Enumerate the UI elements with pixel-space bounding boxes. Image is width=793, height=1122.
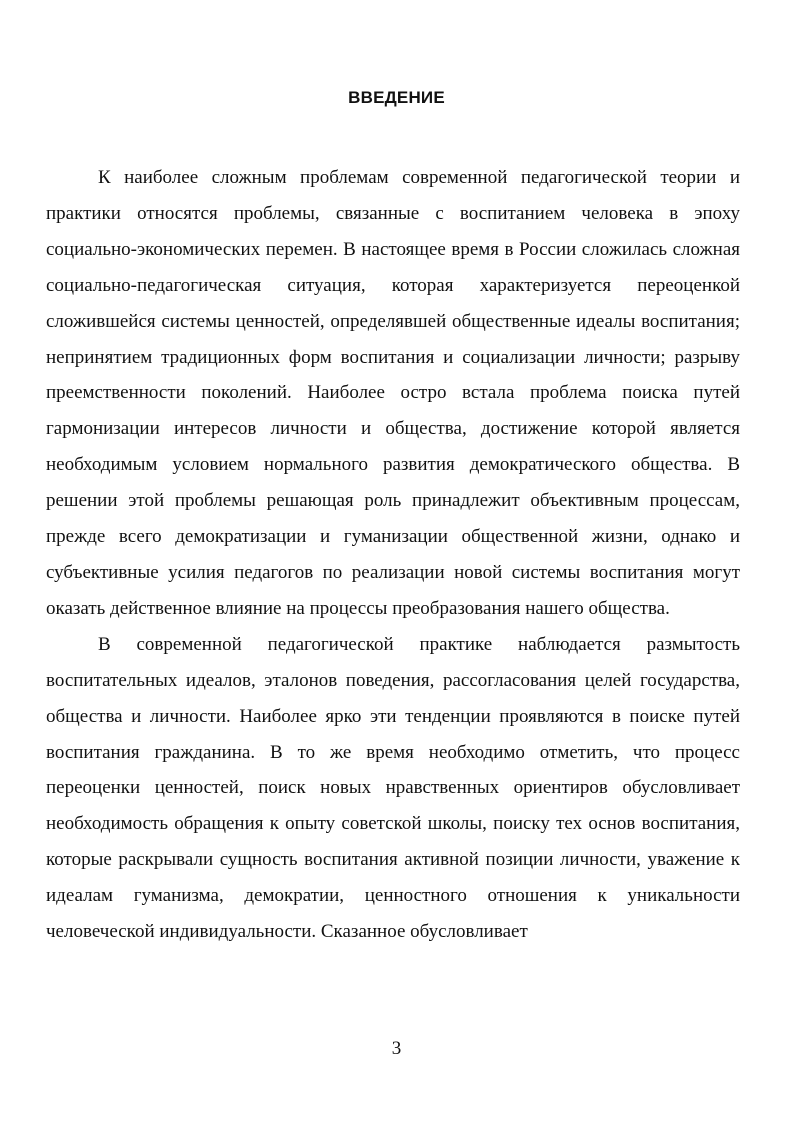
paragraph-1: К наиболее сложным проблемам современной педагогической теории и практики относятся проблемы, связанные с воспитанием человека в эпоху социально-экономических перемен. В настоящее время в России сложилась сложная социально-педагогическая ситуация, которая характеризуется переоценкой сложившейся системы ценностей, определявшей общественные идеалы воспитания; непринятием традиционных форм воспитания и социализации личности; разрыву преемственности поколений. Наиболее остро встала проблема поиска путей гармонизации интересов личности и общества, достижение которой является необходимым условием нормального развития демократического общества. В решении этой проблемы решающая роль принадлежит объективным процессам, прежде всего демократизации и гуманизации общественной жизни, однако и субъективные усилия педагогов по реализации новой системы воспитания могут оказать действенное влияние на процессы преобразования нашего общества. (46, 167, 740, 619)
body-text (46, 160, 740, 950)
page-title: ВВЕДЕНИЕ (348, 88, 445, 107)
page-number: 3 (391, 1038, 402, 1059)
paragraph-2: В современной педагогической практике наблюдается размытость воспитательных идеалов, эталонов поведения, рассогласования целей государства, общества и личности. Наиболее ярко эти тенденции проявляются в поиске путей воспитания гражданина. В то же время необходимо отметить, что процесс переоценки ценностей, поиск новых нравственных ориентиров обусловливает необходимость обращения к опыту советской школы, поиску тех основ воспитания, которые раскрывали сущность воспитания активной позиции личности, уважение к идеалам гуманизма, демократии, ценностного отношения к уникальности человеческой индивидуальности. Сказанное обусловливает (46, 633, 740, 943)
